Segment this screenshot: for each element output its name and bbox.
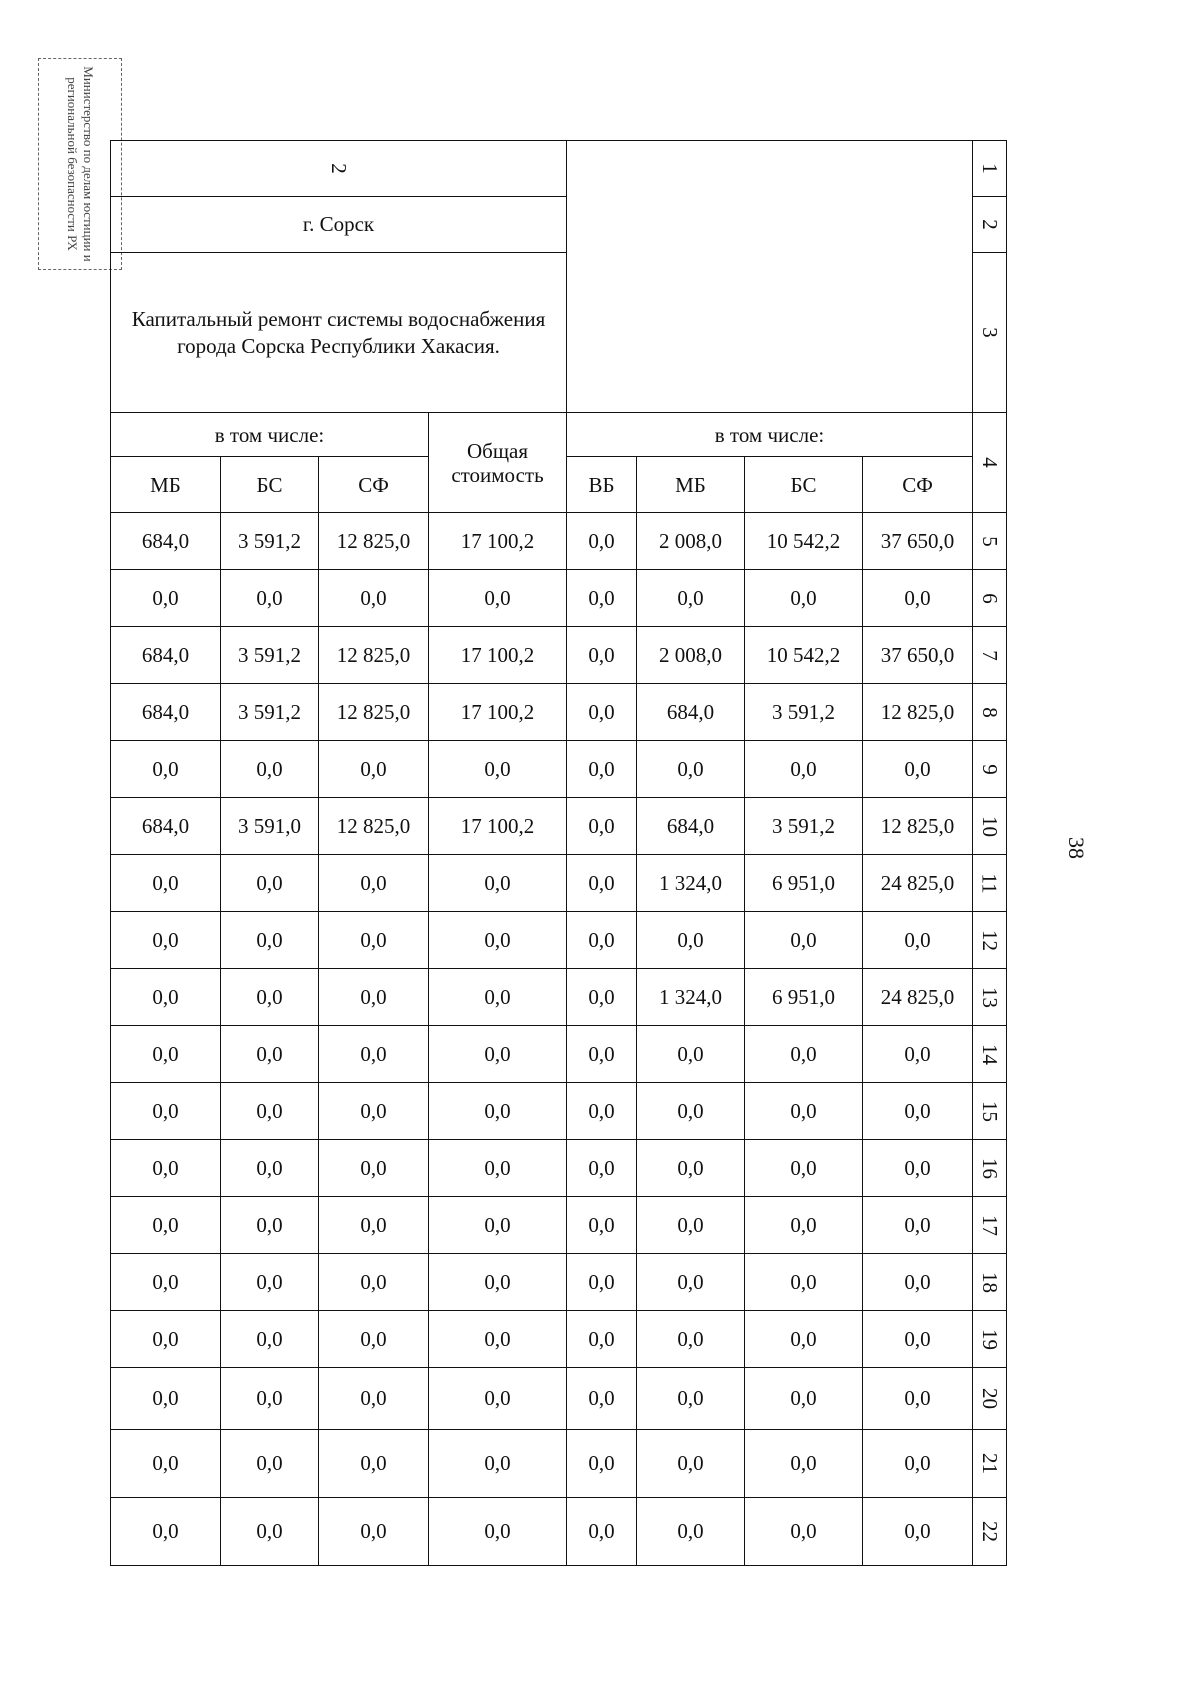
table-cell: 0,0	[319, 1254, 429, 1311]
table-cell: 0,0	[745, 570, 863, 627]
table-cell: 0,0	[567, 969, 637, 1026]
table-cell: 3 591,2	[221, 513, 319, 570]
table-cell: 0,0	[567, 1254, 637, 1311]
table-row	[111, 741, 1007, 798]
table-cell: 24 825,0	[863, 855, 973, 912]
table-cell: 3 591,2	[221, 684, 319, 741]
table-cell: 10 542,2	[745, 513, 863, 570]
row-number: 13	[973, 969, 1007, 1026]
table-cell: 0,0	[221, 855, 319, 912]
table-cell: 3 591,2	[745, 684, 863, 741]
table-cell: 0,0	[221, 1368, 319, 1430]
row-number: 5	[973, 513, 1007, 570]
table-cell: 0,0	[637, 1430, 745, 1498]
table-cell: 0,0	[111, 1026, 221, 1083]
table-row	[111, 513, 1007, 570]
table-cell: 0,0	[637, 1140, 745, 1197]
table-cell: 0,0	[745, 741, 863, 798]
table-cell: 0,0	[221, 741, 319, 798]
table-row	[111, 1311, 1007, 1368]
table-cell: 0,0	[637, 1498, 745, 1566]
row-number: 15	[973, 1083, 1007, 1140]
table-cell: 37 650,0	[863, 513, 973, 570]
table-cell: 684,0	[637, 798, 745, 855]
table-cell: 0,0	[319, 969, 429, 1026]
table-cell: 17 100,2	[429, 513, 567, 570]
row-number: 20	[973, 1368, 1007, 1430]
table-row	[111, 1430, 1007, 1498]
table-cell: 0,0	[111, 1498, 221, 1566]
table-cell: 0,0	[221, 1140, 319, 1197]
table-cell: 17 100,2	[429, 798, 567, 855]
table-cell: 0,0	[319, 1311, 429, 1368]
row-number: 6	[973, 570, 1007, 627]
table-cell: 0,0	[863, 1197, 973, 1254]
table-cell: 1 324,0	[637, 855, 745, 912]
table-cell: 0,0	[111, 741, 221, 798]
table-cell: 0,0	[745, 1430, 863, 1498]
table-cell: 0,0	[319, 1498, 429, 1566]
table-cell: 0,0	[863, 1140, 973, 1197]
table-cell: 0,0	[863, 1083, 973, 1140]
row-number: 22	[973, 1498, 1007, 1566]
table-cell: 0,0	[637, 570, 745, 627]
table-cell: 0,0	[111, 1311, 221, 1368]
row-number: 17	[973, 1197, 1007, 1254]
table-cell: 0,0	[429, 570, 567, 627]
table-cell: 0,0	[319, 912, 429, 969]
header-bs2: БС	[745, 457, 863, 513]
table-row	[111, 1197, 1007, 1254]
table-cell: 0,0	[745, 1026, 863, 1083]
table-cell: 0,0	[637, 1026, 745, 1083]
table-cell: 3 591,2	[745, 798, 863, 855]
table-cell: 3 591,0	[221, 798, 319, 855]
incl-left-header: в том числе:	[111, 413, 429, 457]
table-cell: 0,0	[567, 1140, 637, 1197]
budget-table	[110, 140, 1007, 1566]
table-row	[111, 912, 1007, 969]
row-number: 10	[973, 798, 1007, 855]
table-cell: 0,0	[745, 1140, 863, 1197]
table-cell: 0,0	[319, 1368, 429, 1430]
table-cell: 0,0	[221, 1254, 319, 1311]
table-cell: 0,0	[111, 1197, 221, 1254]
table-cell: 0,0	[637, 741, 745, 798]
table-cell: 6 951,0	[745, 969, 863, 1026]
table-cell: 0,0	[637, 1368, 745, 1430]
table-row	[111, 798, 1007, 855]
table-cell: 0,0	[319, 1430, 429, 1498]
row-number: 4	[973, 413, 1007, 513]
column-index-cell	[111, 141, 567, 197]
table-cell: 0,0	[429, 1254, 567, 1311]
table-cell: 0,0	[745, 1368, 863, 1430]
table-cell: 0,0	[221, 969, 319, 1026]
table-cell: 0,0	[429, 969, 567, 1026]
top-row-index	[111, 141, 1007, 197]
table-cell: 12 825,0	[319, 513, 429, 570]
header-sf2: СФ	[863, 457, 973, 513]
table-cell: 0,0	[111, 912, 221, 969]
column-index: 2	[327, 163, 351, 174]
table-cell: 0,0	[429, 1311, 567, 1368]
table-cell: 2 008,0	[637, 627, 745, 684]
city-cell: г. Сорск	[111, 197, 567, 253]
table-cell: 0,0	[319, 741, 429, 798]
table-cell: 0,0	[863, 741, 973, 798]
row-number: 2	[973, 197, 1007, 253]
header-mb: МБ	[111, 457, 221, 513]
table-cell: 0,0	[429, 1026, 567, 1083]
table-cell: 0,0	[111, 855, 221, 912]
table-cell: 0,0	[221, 1197, 319, 1254]
table-cell: 0,0	[429, 1368, 567, 1430]
table-cell: 0,0	[863, 1311, 973, 1368]
header-row-1	[111, 413, 1007, 457]
table-cell: 0,0	[319, 570, 429, 627]
table-cell: 0,0	[863, 570, 973, 627]
table-cell: 12 825,0	[319, 684, 429, 741]
table-row	[111, 855, 1007, 912]
table-cell: 0,0	[863, 1430, 973, 1498]
table-cell: 0,0	[567, 1197, 637, 1254]
table-cell: 1 324,0	[637, 969, 745, 1026]
table-row	[111, 1254, 1007, 1311]
table-row	[111, 1026, 1007, 1083]
table-row	[111, 627, 1007, 684]
row-number: 21	[973, 1430, 1007, 1498]
table-cell: 2 008,0	[637, 513, 745, 570]
row-number: 18	[973, 1254, 1007, 1311]
table-cell: 0,0	[221, 1026, 319, 1083]
table-cell: 0,0	[745, 1254, 863, 1311]
table-row	[111, 1140, 1007, 1197]
table-row	[111, 969, 1007, 1026]
table-cell: 0,0	[111, 1254, 221, 1311]
table-cell: 0,0	[567, 513, 637, 570]
row-number: 11	[973, 855, 1007, 912]
table-cell: 0,0	[745, 1083, 863, 1140]
table-cell: 0,0	[637, 1254, 745, 1311]
table-cell: 0,0	[221, 912, 319, 969]
table-cell: 12 825,0	[863, 798, 973, 855]
table-cell: 0,0	[567, 1083, 637, 1140]
table-cell: 17 100,2	[429, 684, 567, 741]
table-cell: 0,0	[111, 1368, 221, 1430]
stamp-text: Министерство по делам юстиции и региональной безопасности РХ	[65, 66, 96, 262]
table-cell: 0,0	[319, 1197, 429, 1254]
table-cell: 0,0	[863, 912, 973, 969]
table-cell: 0,0	[637, 1083, 745, 1140]
total-cost-header: Общая стоимость	[429, 413, 567, 513]
table-cell: 0,0	[567, 741, 637, 798]
table-cell: 0,0	[111, 1140, 221, 1197]
row-number: 7	[973, 627, 1007, 684]
table-cell: 0,0	[567, 1498, 637, 1566]
header-bs: БС	[221, 457, 319, 513]
table-row	[111, 1498, 1007, 1566]
table-cell: 0,0	[567, 627, 637, 684]
table-cell: 0,0	[863, 1498, 973, 1566]
table-cell: 0,0	[221, 1498, 319, 1566]
table-cell: 0,0	[429, 1083, 567, 1140]
table-cell: 684,0	[111, 627, 221, 684]
table-cell: 0,0	[637, 1197, 745, 1254]
table-cell: 0,0	[863, 1254, 973, 1311]
row-number: 19	[973, 1311, 1007, 1368]
header-mb2: МБ	[637, 457, 745, 513]
project-title: Капитальный ремонт системы водоснабжения города Сорска Республики Хакасия.	[111, 253, 567, 413]
table-cell: 0,0	[319, 1140, 429, 1197]
table-cell: 0,0	[221, 1311, 319, 1368]
page-number: 38	[1064, 837, 1089, 859]
table-cell: 0,0	[429, 1430, 567, 1498]
table-cell: 0,0	[745, 1311, 863, 1368]
table-cell: 0,0	[567, 855, 637, 912]
table-row	[111, 570, 1007, 627]
table-cell: 684,0	[111, 684, 221, 741]
table-cell: 0,0	[221, 570, 319, 627]
table-cell: 37 650,0	[863, 627, 973, 684]
table-cell: 0,0	[429, 1498, 567, 1566]
header-vb: ВБ	[567, 457, 637, 513]
row-number: 14	[973, 1026, 1007, 1083]
table-cell: 0,0	[429, 855, 567, 912]
header-sf: СФ	[319, 457, 429, 513]
table-cell: 0,0	[111, 1083, 221, 1140]
incl-right-header: в том числе:	[567, 413, 973, 457]
table-cell: 0,0	[111, 1430, 221, 1498]
table-cell: 12 825,0	[319, 798, 429, 855]
row-number: 16	[973, 1140, 1007, 1197]
table-cell: 0,0	[863, 1368, 973, 1430]
table-cell: 12 825,0	[319, 627, 429, 684]
table-cell: 17 100,2	[429, 627, 567, 684]
table-cell: 12 825,0	[863, 684, 973, 741]
table-cell: 0,0	[319, 1026, 429, 1083]
row-number: 8	[973, 684, 1007, 741]
table-cell: 0,0	[221, 1083, 319, 1140]
table-cell: 0,0	[745, 1498, 863, 1566]
table-cell: 0,0	[863, 1026, 973, 1083]
table-cell: 0,0	[637, 912, 745, 969]
table-cell: 0,0	[567, 798, 637, 855]
table-cell: 0,0	[567, 1430, 637, 1498]
table-cell: 0,0	[319, 1083, 429, 1140]
table-cell: 0,0	[319, 855, 429, 912]
table-cell: 684,0	[111, 798, 221, 855]
table-cell: 0,0	[745, 1197, 863, 1254]
table-cell: 3 591,2	[221, 627, 319, 684]
table-cell: 0,0	[429, 912, 567, 969]
table-cell: 0,0	[637, 1311, 745, 1368]
table-cell: 0,0	[111, 570, 221, 627]
table-cell: 0,0	[429, 741, 567, 798]
table-cell: 684,0	[111, 513, 221, 570]
blank-cell	[567, 141, 973, 413]
table-cell: 0,0	[567, 1368, 637, 1430]
table-cell: 0,0	[745, 912, 863, 969]
table-cell: 0,0	[567, 684, 637, 741]
table-row	[111, 1083, 1007, 1140]
table-cell: 0,0	[429, 1197, 567, 1254]
table-cell: 0,0	[567, 1311, 637, 1368]
row-number: 3	[973, 253, 1007, 413]
table-cell: 0,0	[221, 1430, 319, 1498]
table-row	[111, 684, 1007, 741]
table-cell: 0,0	[111, 969, 221, 1026]
table-cell: 24 825,0	[863, 969, 973, 1026]
row-number: 1	[973, 141, 1007, 197]
table-cell: 10 542,2	[745, 627, 863, 684]
table-cell: 0,0	[567, 570, 637, 627]
table-cell: 0,0	[567, 912, 637, 969]
table-cell: 0,0	[567, 1026, 637, 1083]
table-cell: 6 951,0	[745, 855, 863, 912]
table-cell: 684,0	[637, 684, 745, 741]
row-number: 9	[973, 741, 1007, 798]
row-number: 12	[973, 912, 1007, 969]
table-row	[111, 1368, 1007, 1430]
table-cell: 0,0	[429, 1140, 567, 1197]
